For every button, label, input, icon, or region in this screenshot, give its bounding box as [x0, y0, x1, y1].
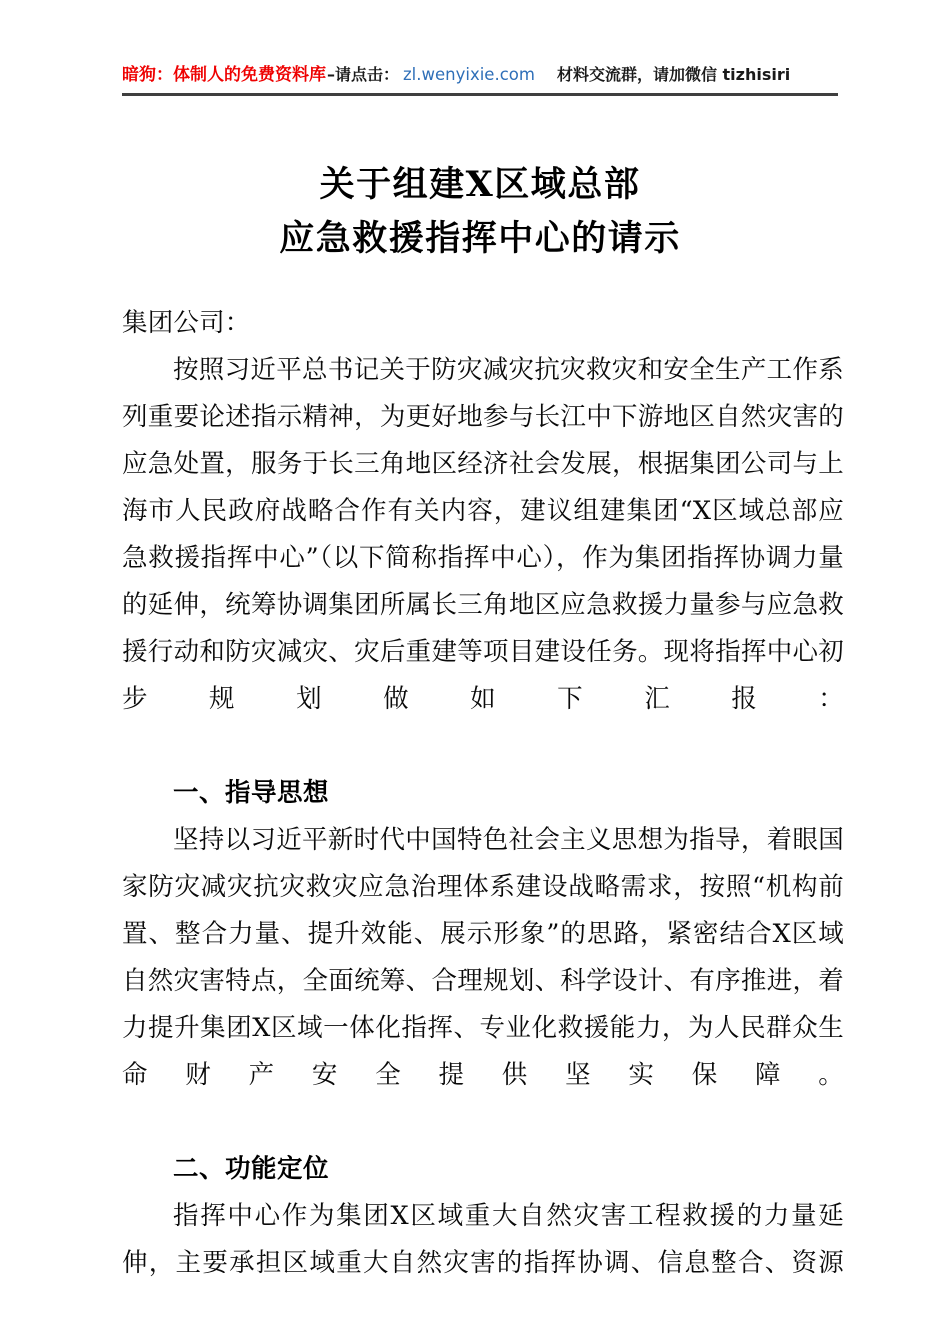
page-title-line-2: 应急救援指挥中心的请示 [279, 218, 681, 259]
page-title-line-1: 关于组建X区域总部 [319, 164, 641, 205]
section-paragraph-1: 坚持以习近平新时代中国特色社会主义思想为指导，着眼国家防灾减灾抗灾救灾应急治理体系建设战略需求，按照“机构前置、整合力量、提升效能、展示形象”的思路，紧密结合X区域自然灾害特点，全面统筹、合理规划、科学设计、有序推进，着力提升集团X区域一体化指挥、专业化救援能力，为人民群众生命财产安全提供坚实保障。 [122, 825, 844, 1090]
page-title [122, 158, 838, 266]
section-paragraph-2: 指挥中心作为集团X区域重大自然灾害工程救援的力量延伸，主要承担区域重大自然灾害的指挥协调、信息整合、资源 [122, 1201, 844, 1278]
section-heading-1: 一、指导思想 [173, 778, 330, 808]
section-heading-2: 二、功能定位 [173, 1154, 330, 1184]
header-click-prompt: –请点击： [327, 65, 400, 84]
header-url-link[interactable]: zl.wenyixie.com [403, 64, 535, 84]
header-wechat-note: 材料交流群，请加微信 tizhisiri [556, 65, 791, 84]
header-divider-rule [122, 93, 838, 96]
document-body [122, 300, 844, 1334]
header-brand-text: 暗狗：体制人的免费资料库 [122, 64, 326, 85]
intro-paragraph: 按照习近平总书记关于防灾减灾抗灾救灾和安全生产工作系列重要论述指示精神，为更好地参与长江中下游地区自然灾害的应急处置，服务于长三角地区经济社会发展，根据集团公司与上海市人民政府战略合作有关内容，建议组建集团“X区域总部应急救援指挥中心”（以下简称指挥中心），作为集团指挥协调力量的延伸，统筹协调集团所属长三角地区应急救援力量参与应急救援行动和防灾减灾、灾后重建等项目建设任务。现将指挥中心初步规划做如下汇报： [122, 355, 844, 714]
salutation-line: 集团公司： [122, 308, 251, 338]
header-watermark-banner [122, 58, 838, 92]
